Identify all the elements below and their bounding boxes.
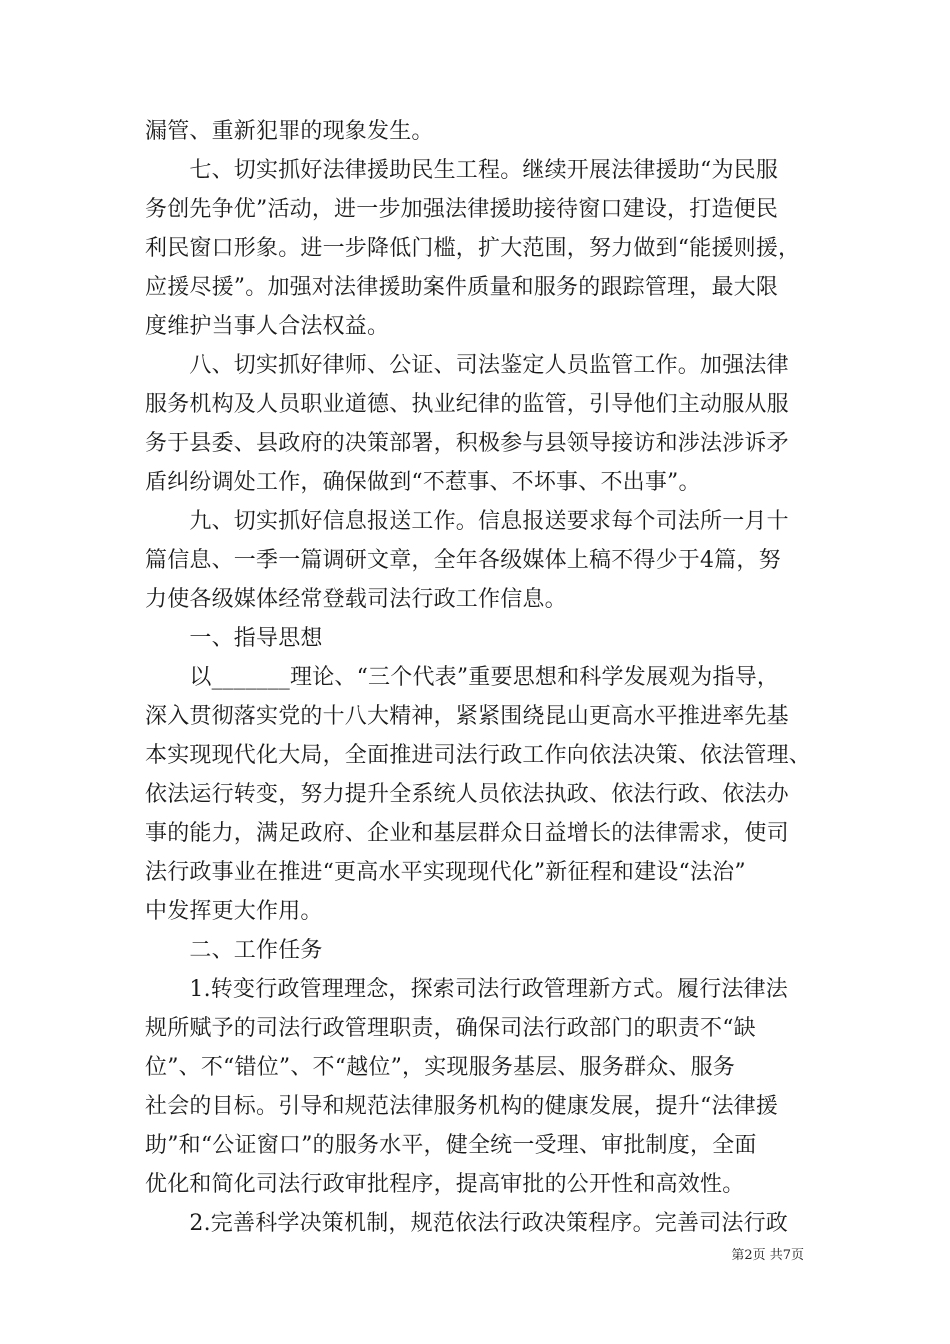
text-line: 社会的目标。引导和规范法律服务机构的健康发展，提升“法律援 [145, 1094, 779, 1119]
text-line: 深入贯彻落实党的十八大精神，紧紧围绕昆山更高水平推进率先基 [145, 704, 789, 729]
text-line: 法行政事业在推进“更高水平实现现代化”新征程和建设“法治” [145, 860, 746, 885]
text-line: 应援尽援”。加强对法律援助案件质量和服务的跟踪管理，最大限 [145, 275, 779, 300]
text-line: 优化和简化司法行政审批程序，提高审批的公开性和高效性。 [145, 1172, 745, 1197]
text-line: 以_______理论、“三个代表”重要思想和科学发展观为指导， [145, 665, 780, 690]
text-line: 务于县委、县政府的决策部署，积极参与县领导接访和涉法涉诉矛 [145, 431, 789, 456]
text-line: 九、切实抓好信息报送工作。信息报送要求每个司法所一月十 [145, 509, 789, 534]
document-body [145, 112, 835, 1243]
text-line: 服务机构及人员职业道德、执业纪律的监管，引导他们主动服从服 [145, 392, 789, 417]
text-line: 度维护当事人合法权益。 [145, 314, 390, 339]
text-line: 一、指导思想 [145, 626, 323, 651]
text-line: 利民窗口形象。进一步降低门槛，扩大范围，努力做到“能援则援， [145, 236, 801, 261]
text-line: 力使各级媒体经常登载司法行政工作信息。 [145, 587, 567, 612]
text-line: 助”和“公证窗口”的服务水平，健全统一受理、审批制度，全面 [145, 1133, 757, 1158]
text-line: 务创先争优”活动，进一步加强法律援助接待窗口建设，打造便民 [145, 197, 779, 222]
text-line: 漏管、重新犯罪的现象发生。 [145, 119, 434, 144]
text-line: 二、工作任务 [145, 938, 323, 963]
text-line: 中发挥更大作用。 [145, 899, 323, 924]
text-line: 依法运行转变，努力提升全系统人员依法执政、依法行政、依法办 [145, 782, 789, 807]
text-line: 规所赋予的司法行政管理职责，确保司法行政部门的职责不“缺 [145, 1016, 756, 1041]
text-line: 2.完善科学决策机制，规范依法行政决策程序。完善司法行政 [145, 1211, 788, 1236]
text-line: 七、切实抓好法律援助民生工程。继续开展法律援助“为民服 [145, 158, 779, 183]
text-line: 八、切实抓好律师、公证、司法鉴定人员监管工作。加强法律 [145, 353, 789, 378]
text-line: 事的能力，满足政府、企业和基层群众日益增长的法律需求，使司 [145, 821, 789, 846]
text-line: 盾纠纷调处工作，确保做到“不惹事、不坏事、不出事”。 [145, 470, 701, 495]
text-line: 位”、不“错位”、不“越位”，实现服务基层、服务群众、服务 [145, 1055, 736, 1080]
page-number-footer: 第2页 共7页 [731, 1248, 804, 1263]
text-line: 篇信息、一季一篇调研文章，全年各级媒体上稿不得少于4篇，努 [145, 548, 781, 573]
text-line: 1.转变行政管理理念，探索司法行政管理新方式。履行法律法 [145, 977, 788, 1002]
text-line: 本实现现代化大局，全面推进司法行政工作向依法决策、依法管理、 [145, 743, 812, 768]
